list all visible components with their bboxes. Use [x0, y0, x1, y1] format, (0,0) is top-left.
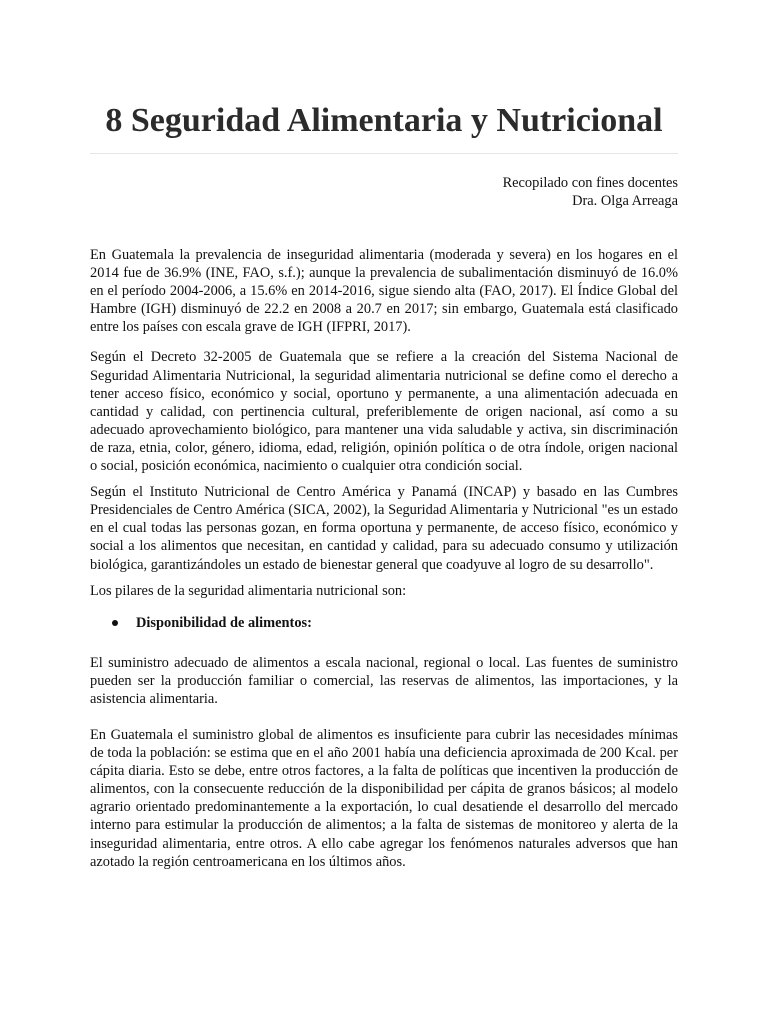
paragraph-guatemala-supply: En Guatemala el suministro global de alimentos es insuficiente para cubrir las necesidades mínimas de toda la población: se estima que en el año 2001 había una deficiencia aproximada de 200 Kcal. per cápita diaria. Esto se debe, entre otros factores, a la falta de políticas que incentiven la producción de alimentos, con la consecuente reducción de la disponibilidad per cápita de granos básicos; al modelo agrario orientado predominantemente a la exportación, lo cual desatiende el desarrollo del mercado interno para estimular la producción de alimentos; a la falta de sistemas de monitoreo y alerta de la inseguridad alimentaria, entre otros. A ello cabe agregar los fenómenos naturales adversos que han azotado la región centroamericana en los últimos años.	[90, 726, 678, 870]
bullet-label: Disponibilidad de alimentos:	[136, 614, 312, 631]
document-page	[90, 0, 678, 871]
paragraph-pillars-intro: Los pilares de la seguridad alimentaria nutricional son:	[90, 582, 407, 599]
paragraph-supply-definition: El suministro adecuado de alimentos a escala nacional, regional o local. Las fuentes de suministro pueden ser la producción familiar o comercial, las reservas de alimentos, las importaciones, y la asistencia alimentaria.	[90, 654, 678, 707]
paragraph-incap: Según el Instituto Nutricional de Centro América y Panamá (INCAP) y basado en las Cumbres Presidenciales de Centro América (SICA, 2002), la Seguridad Alimentaria y Nutricional "es un estado en el cual todas las personas gozan, en forma oportuna y permanente, de acceso físico, económico y social a los alimentos que necesitan, en cantidad y calidad, para su adecuado consumo y utilización biológica, garantizándoles un estado de bienestar general que coadyuve al logro de su desarrollo".	[90, 484, 678, 573]
bullet-item	[90, 614, 678, 632]
bullet-dot-icon	[112, 620, 118, 626]
paragraph-prevalence: En Guatemala la prevalencia de inseguridad alimentaria (moderada y severa) en los hogares en el 2014 fue de 36.9% (INE, FAO, s.f.); aunque la prevalencia de subalimentación disminuyó de 16.0% en el período 2004-2006, a 15.6% en 2014-2016, sigue siendo alta (FAO, 2017). El Índice Global del Hambre (IGH) disminuyó de 22.2 en 2008 a 20.7 en 2017; sin embargo, Guatemala está clasificado entre los países con escala grave de IGH (IFPRI, 2017).	[90, 247, 678, 336]
title-divider	[90, 153, 678, 154]
credits-purpose: Recopilado con fines docentes	[502, 175, 678, 191]
paragraph-decree: Según el Decreto 32-2005 de Guatemala que se refiere a la creación del Sistema Nacional de Seguridad Alimentaria Nutricional, la seguridad alimentaria nutricional se define como el derecho a tener acceso físico, económico y social, oportuno y permanente, a una alimentación adecuada en cantidad y calidad, con pertinencia cultural, preferiblemente de origen nacional, así como a su adecuado aprovechamiento biológico, para mantener una vida saludable y activa, sin discriminación de raza, etnia, color, género, idioma, edad, religión, opinión política o de otra índole, origen nacional o social, posición económica, nacimiento o cualquier otra condición social.	[90, 349, 678, 475]
credits-block	[90, 174, 678, 210]
page-title: 8 Seguridad Alimentaria y Nutricional	[105, 102, 663, 139]
credits-author: Dra. Olga Arreaga	[572, 193, 678, 209]
